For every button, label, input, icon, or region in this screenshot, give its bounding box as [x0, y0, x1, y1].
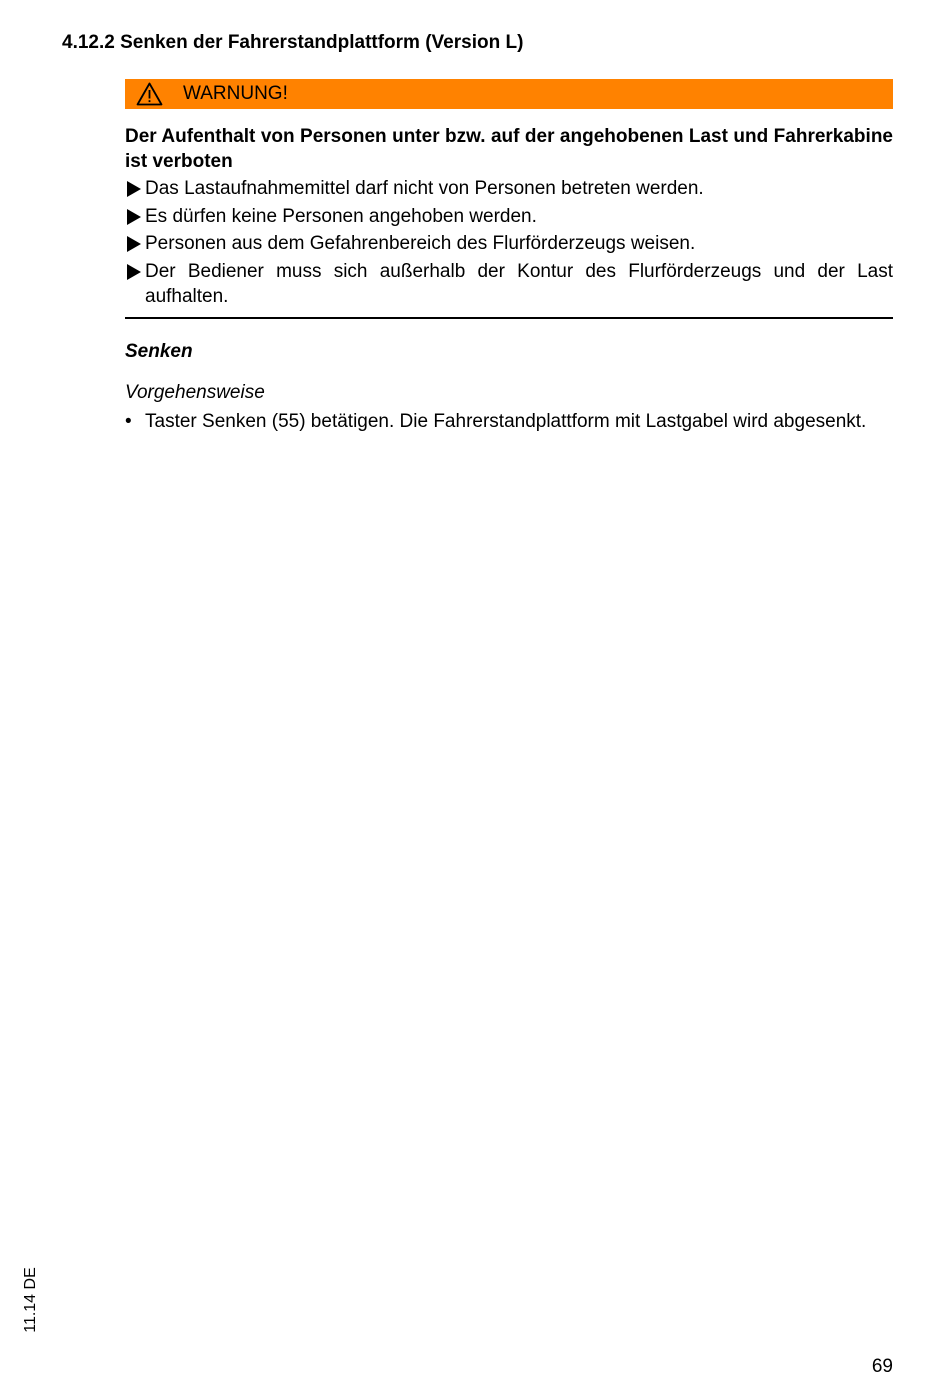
document-code-text: 11.14 DE [22, 1267, 39, 1333]
document-code [20, 1265, 42, 1335]
list-item [125, 204, 893, 229]
procedure-list [125, 409, 893, 434]
procedure-step [125, 409, 893, 434]
list-item-text: Der Bediener muss sich außerhalb der Kontur des Flurförderzeugs und der Last aufhalten. [145, 260, 893, 307]
arrow-right-icon [126, 208, 142, 226]
warning-banner [125, 79, 893, 109]
list-item-text: Personen aus dem Gefahrenbereich des Flurförderzeugs weisen. [145, 233, 696, 254]
warning-list [125, 176, 893, 311]
bullet: • [125, 411, 132, 432]
section-heading: 4.12.2 Senken der Fahrerstandplattform (Version L) [62, 32, 524, 53]
warning-title: Der Aufenthalt von Personen unter bzw. auf der angehobenen Last und Fahrerkabine ist verboten [125, 126, 893, 172]
list-item [125, 176, 893, 201]
page-number: 69 [871, 1356, 893, 1377]
list-item-text: Das Lastaufnahmemittel darf nicht von Personen betreten werden. [145, 178, 704, 199]
subsection-title: Senken [125, 341, 193, 362]
arrow-right-icon [126, 180, 142, 198]
procedure-step-text: Taster Senken (55) betätigen. Die Fahrerstandplattform mit Lastgabel wird abgesenkt. [145, 411, 867, 432]
warning-label: WARNUNG! [183, 83, 288, 104]
list-item [125, 259, 893, 309]
arrow-right-icon [126, 263, 142, 281]
list-item-text: Es dürfen keine Personen angehoben werden. [145, 205, 537, 227]
arrow-right-icon [126, 235, 142, 253]
list-item [125, 231, 893, 256]
warning-end-divider [125, 317, 893, 319]
procedure-label: Vorgehensweise [125, 382, 265, 403]
warning-triangle-icon [136, 82, 163, 106]
